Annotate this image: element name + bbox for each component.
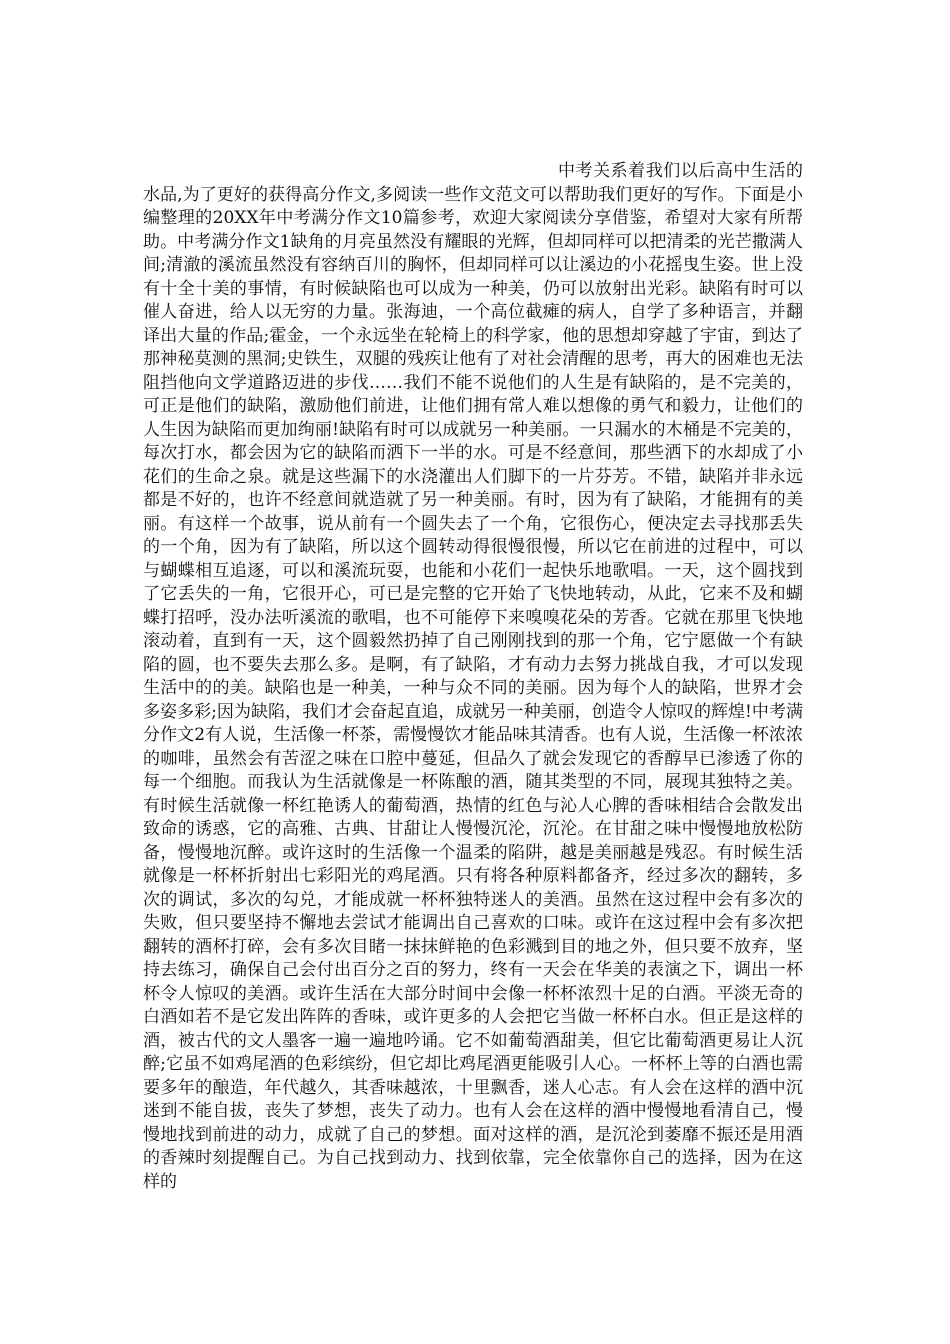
document-body-text: 中考关系着我们以后高中生活的水品,为了更好的获得高分作文,多阅读一些作文范文可以帮助我们更好的写作。下面是小编整理的20XX年中考满分作文10篇参考，欢迎大家阅读分享借鉴，希望对大家有所帮助。中考满分作文1缺角的月亮虽然没有耀眼的光辉，但却同样可以把清柔的光芒撒满人间;清澈的溪流虽然没有容纳百川的胸怀，但却同样可以让溪边的小花摇曳生姿。世上没有十全十美的事情，有时候缺陷也可以成为一种美，仍可以放射出光彩。缺陷有时可以催人奋进，给人以无穷的力量。张海迪，一个高位截瘫的病人，自学了多种语言，并翻译出大量的作品;霍金，一个永远坐在轮椅上的科学家，他的思想却穿越了宇宙，到达了那神秘莫测的黑洞;史铁生，双腿的残疾让他有了对社会清醒的思考，再大的困难也无法阻挡他向文学道路迈进的步伐……我们不能不说他们的人生是有缺陷的，是不完美的，可正是他们的缺陷，激励他们前进，让他们拥有常人难以想像的勇气和毅力，让他们的人生因为缺陷而更加绚丽!缺陷有时可以成就另一种美丽。一只漏水的木桶是不完美的，每次打水，都会因为它的缺陷而洒下一半的水。可是不经意间，那些洒下的水却成了小花们的生命之泉。就是这些漏下的水浇灌出人们脚下的一片芬芳。不错，缺陷并非永远都是不好的，也许不经意间就造就了另一种美丽。有时，因为有了缺陷，才能拥有的美丽。有这样一个故事，说从前有一个圆失去了一个角，它很伤心，便决定去寻找那丢失的一个角，因为有了缺陷，所以这个圆转动得很慢很慢，所以它在前进的过程中，可以与蝴蝶相互追逐，可以和溪流玩耍，也能和小花们一起快乐地歌唱。一天，这个圆找到了它丢失的一角，它很开心，可已是完整的它开始了飞快地转动，从此，它来不及和蝴蝶打招呼，没办法听溪流的歌唱，也不可能停下来嗅嗅花朵的芳香。它就在那里飞快地滚动着，直到有一天，这个圆毅然扔掉了自己刚刚找到的那一个角，它宁愿做一个有缺陷的圆，也不要失去那么多。是啊，有了缺陷，才有动力去努力挑战自我，才可以发现生活中的的美。缺陷也是一种美，一种与众不同的美丽。因为每个人的缺陷，世界才会多姿多彩;因为缺陷，我们才会奋起直追，成就另一种美丽，创造令人惊叹的辉煌!中考满分作文2有人说，生活像一杯茶，需慢慢饮才能品味其清香。也有人说，生活像一杯浓浓的咖啡，虽然会有苦涩之味在口腔中蔓延，但品久了就会发现它的香醇早已渗透了你的每一个细胞。而我认为生活就像是一杯陈酿的酒，随其类型的不同，展现其独特之美。有时候生活就像一杯红艳诱人的葡萄酒，热情的红色与沁人心脾的香味相结合会散发出致命的诱惑，它的高雅、古典、甘甜让人慢慢沉沦，沉沦。在甘甜之味中慢慢地放松防备，慢慢地沉醉。或许这时的生活像一个温柔的陷阱，越是美丽越是残忍。有时候生活就像是一杯杯折射出七彩阳光的鸡尾酒。只有将各种原料都备齐，经过多次的翻转，多次的调试，多次的勾兑，才能成就一杯杯独特迷人的美酒。虽然在这过程中会有多次的失败，但只要坚持不懈地去尝试才能调出自己喜欢的口味。或许在这过程中会有多次把翻转的酒杯打碎，会有多次目睹一抹抹鲜艳的色彩溅到目的地之外，但只要不放弃，坚持去练习，确保自己会付出百分之百的努力，终有一天会在华美的表演之下，调出一杯杯令人惊叹的美酒。或许生活在大部分时间中会像一杯杯浓烈十足的白酒。平淡无奇的白酒如若不是它发出阵阵的香味，或许更多的人会把它当做一杯杯白水。但正是这样的酒，被古代的文人墨客一遍一遍地吟诵。它不如葡萄酒甜美，但它比葡萄酒更易让人沉醉;它虽不如鸡尾酒的色彩缤纷，但它却比鸡尾酒更能吸引人心。一杯杯上等的白酒也需要多年的酿造，年代越久，其香味越浓，十里飘香，迷人心志。有人会在这样的酒中沉迷到不能自拔，丧失了梦想，丧失了动力。也有人会在这样的酒中慢慢地看清自己，慢慢地找到前进的动力，成就了自己的梦想。面对这样的酒，是沉沦到萎靡不振还是用酒的香辣时刻提醒自己。为自己找到动力、找到依靠，完全依靠你自己的选择，因为在这样的 xyxy=(143,161,803,1192)
